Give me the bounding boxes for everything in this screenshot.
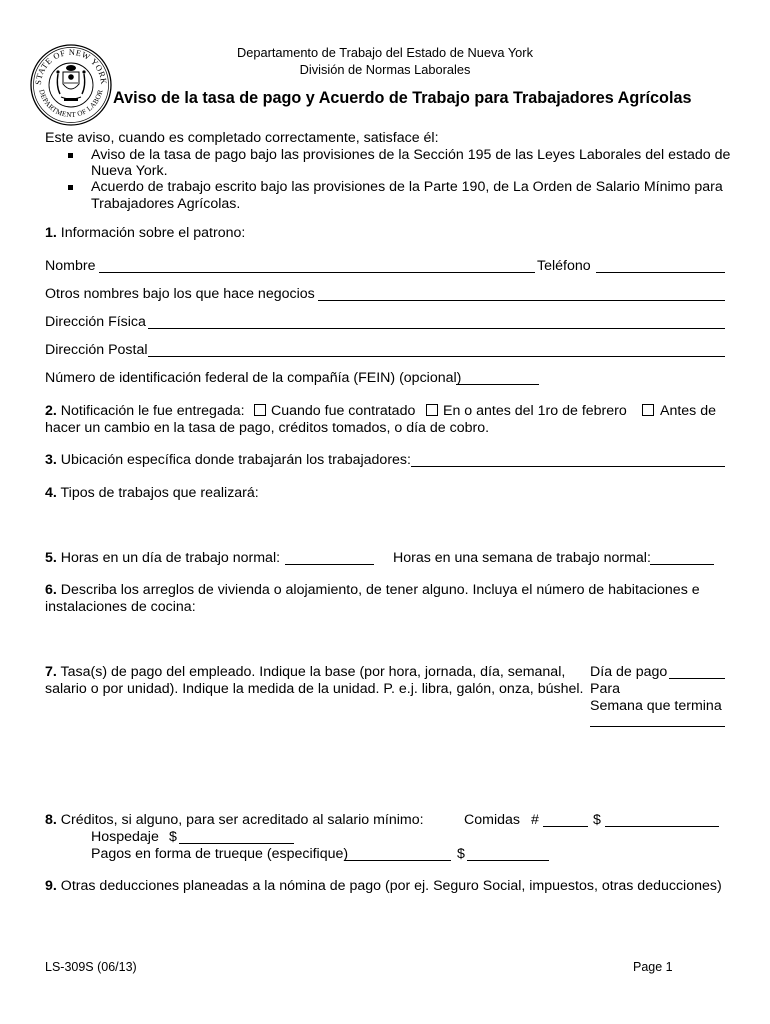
section-3-row <box>45 452 411 468</box>
horas-semana-label: Horas en una semana de trabajo normal: <box>393 550 651 566</box>
option-antes-de: Antes de <box>660 403 717 419</box>
tipos-trabajo-area[interactable] <box>45 503 725 543</box>
comidas-count-field[interactable] <box>543 826 588 827</box>
ubicacion-label: Ubicación específica donde trabajarán los trabajadores: <box>60 452 411 468</box>
section-number: 2. <box>45 403 57 419</box>
horas-semana-field[interactable] <box>650 564 714 565</box>
nombre-label: Nombre <box>45 258 96 274</box>
department-seal <box>30 44 112 126</box>
intro-bullet-2-cont: Trabajadores Agrícolas. <box>91 196 241 212</box>
checkbox-cuando-contratado[interactable] <box>254 404 266 416</box>
semana-termina-field[interactable] <box>590 726 725 727</box>
deducciones-label: Otras deducciones planeadas a la nómina de pago (por ej. Seguro Social, impuestos, otras deducciones) <box>60 878 722 894</box>
tipos-trabajo-label: Tipos de trabajos que realizará: <box>60 485 259 501</box>
seal-graphic <box>30 44 112 126</box>
trueque-label: Pagos en forma de trueque (especifique) <box>91 846 349 862</box>
section-6-row <box>45 582 700 598</box>
option-cuando-contratado: Cuando fue contratado <box>271 403 416 419</box>
section-number: 8. <box>45 812 57 828</box>
section-9-row <box>45 878 722 894</box>
section-label: Información sobre el patrono: <box>60 225 246 241</box>
department-name: Departamento de Trabajo del Estado de Nueva York <box>237 45 533 60</box>
hospedaje-label: Hospedaje <box>91 829 159 845</box>
section-2-row <box>45 403 245 419</box>
trueque-dollar: $ <box>457 846 465 862</box>
section-number: 5. <box>45 550 57 566</box>
division-name: División de Normas Laborales <box>299 62 471 77</box>
section-number: 7. <box>45 664 57 680</box>
comidas-hash: # <box>531 812 539 828</box>
telefono-field[interactable] <box>596 272 725 273</box>
otros-nombres-label: Otros nombres bajo los que hace negocios <box>45 286 315 302</box>
ubicacion-field[interactable] <box>411 466 725 467</box>
creditos-label: Créditos, si alguno, para ser acreditado al salario mínimo: <box>60 812 424 828</box>
vivienda-label: Describa los arreglos de vivienda o alojamiento, de tener alguno. Incluya el número de habitaciones e <box>60 582 700 598</box>
direccion-postal-label: Dirección Postal <box>45 342 148 358</box>
trueque-amount-field[interactable] <box>467 860 549 861</box>
tasa-pago-label: Tasa(s) de pago del empleado. Indique la base (por hora, jornada, día, semanal, <box>60 664 566 680</box>
intro-lead: Este aviso, cuando es completado correctamente, satisface él: <box>45 130 439 146</box>
semana-termina-label: Semana que termina <box>590 698 722 714</box>
hospedaje-field[interactable] <box>179 843 294 844</box>
intro-bullet-1-cont: Nueva York. <box>91 163 168 179</box>
fein-field[interactable] <box>456 384 539 385</box>
intro-bullet-2: Acuerdo de trabajo escrito bajo las provisiones de la Parte 190, de La Orden de Salario Mínimo para <box>91 179 723 195</box>
section-7-row <box>45 664 565 680</box>
notificacion-continuation: hacer un cambio en la tasa de pago, créditos tomados, o día de cobro. <box>45 420 490 436</box>
tasa-pago-label-cont: salario o por unidad). Indique la medida de la unidad. P. e.j. libra, galón, onza, búshel. <box>45 681 584 697</box>
section-8-row <box>45 812 424 828</box>
form-title: Aviso de la tasa de pago y Acuerdo de Trabajo para Trabajadores Agrícolas <box>113 89 692 107</box>
horas-dia-field[interactable] <box>285 564 374 565</box>
bullet-marker <box>68 153 73 158</box>
checkbox-antes-de-cambio[interactable] <box>642 404 654 416</box>
section-5-row <box>45 550 280 566</box>
section-number: 1. <box>45 225 57 241</box>
vivienda-label-cont: instalaciones de cocina: <box>45 599 196 615</box>
hospedaje-dollar: $ <box>169 829 177 845</box>
page-number: Page 1 <box>633 960 673 974</box>
vivienda-area[interactable] <box>45 617 725 657</box>
checkbox-1ro-febrero[interactable] <box>426 404 438 416</box>
notificacion-label: Notificación le fue entregada: <box>60 403 245 419</box>
dia-pago-field[interactable] <box>669 678 725 679</box>
section-1-heading <box>45 225 245 241</box>
form-identifier: LS-309S (06/13) <box>45 960 137 974</box>
section-number: 9. <box>45 878 57 894</box>
direccion-fisica-label: Dirección Física <box>45 314 146 330</box>
direccion-postal-field[interactable] <box>148 356 725 357</box>
otros-nombres-field[interactable] <box>318 300 725 301</box>
bullet-marker <box>68 185 73 190</box>
seal-text-top: STATE OF NEW YORK <box>33 47 109 86</box>
direccion-fisica-field[interactable] <box>148 328 725 329</box>
dia-pago-label: Día de pago <box>590 664 668 680</box>
telefono-label: Teléfono <box>537 258 591 274</box>
seal-text-bottom: DEPARTMENT OF LABOR <box>37 88 105 120</box>
comidas-label: Comidas <box>464 812 520 828</box>
comidas-amount-field[interactable] <box>605 826 719 827</box>
deducciones-area[interactable] <box>45 898 725 946</box>
section-number: 4. <box>45 485 57 501</box>
para-label: Para <box>590 681 620 697</box>
comidas-dollar: $ <box>593 812 601 828</box>
nombre-field[interactable] <box>99 272 535 273</box>
trueque-description-field[interactable] <box>344 860 451 861</box>
horas-dia-label: Horas en un día de trabajo normal: <box>60 550 281 566</box>
section-number: 6. <box>45 582 57 598</box>
fein-label: Número de identificación federal de la compañía (FEIN) (opcional) <box>45 370 462 386</box>
section-4-row <box>45 485 259 501</box>
option-1ro-febrero: En o antes del 1ro de febrero <box>443 403 627 419</box>
section-number: 3. <box>45 452 57 468</box>
intro-bullet-1: Aviso de la tasa de pago bajo las provisiones de la Sección 195 de las Leyes Laborales del estado de <box>91 147 731 163</box>
